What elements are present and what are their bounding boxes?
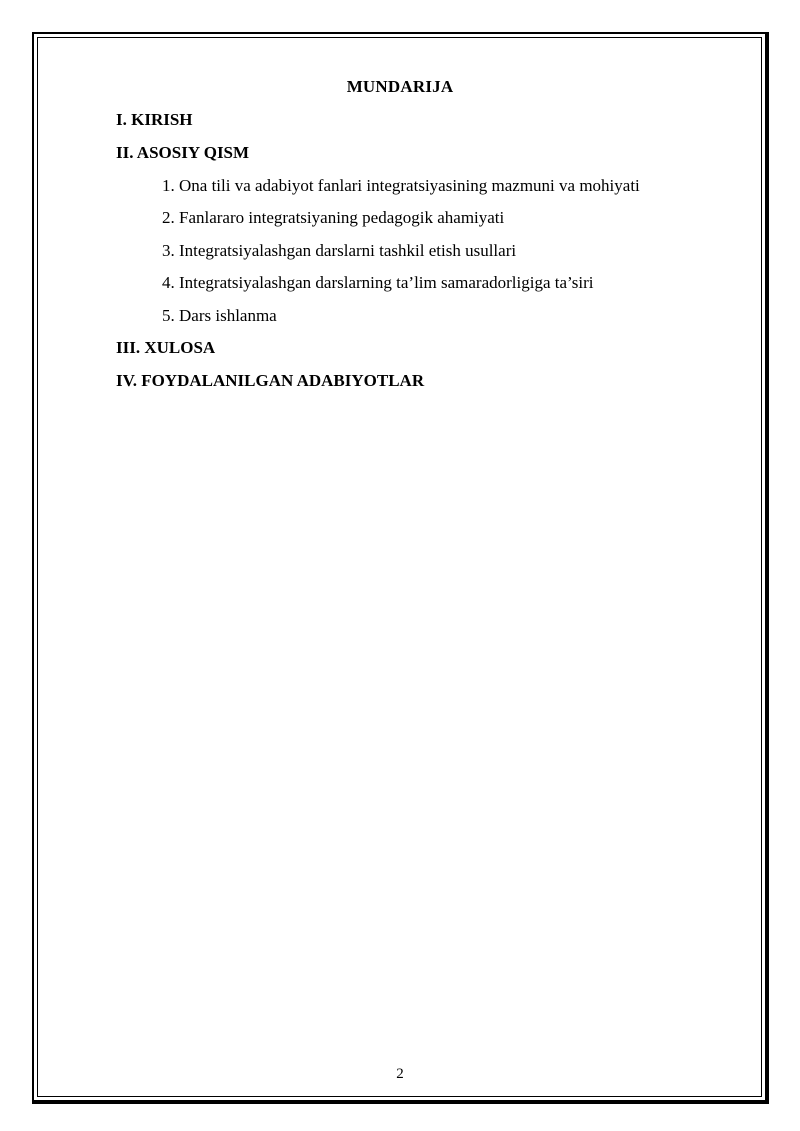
page-number: 2: [396, 1066, 404, 1082]
toc-item-4: 4. Integratsiyalashgan darslarning ta’lim samaradorligiga ta’siri: [162, 273, 594, 292]
toc-item-2: 2. Fanlararo integratsiyaning pedagogik ahamiyati: [162, 208, 505, 227]
toc-item-3: 3. Integratsiyalashgan darslarni tashkil etish usullari: [162, 241, 517, 260]
page-border-inner: [37, 37, 762, 1097]
toc-item-1: 1. Ona tili va adabiyot fanlari integratsiyasining mazmuni va mohiyati: [162, 176, 640, 195]
toc-section-conclusion: III. XULOSA: [116, 338, 216, 357]
toc-section-main: II. ASOSIY QISM: [116, 143, 250, 162]
toc-title: MUNDARIJA: [346, 77, 454, 96]
toc-section-references: IV. FOYDALANILGAN ADABIYOTLAR: [116, 371, 425, 390]
toc-section-intro: I. KIRISH: [116, 110, 193, 129]
toc-item-5: 5. Dars ishlanma: [162, 306, 277, 325]
